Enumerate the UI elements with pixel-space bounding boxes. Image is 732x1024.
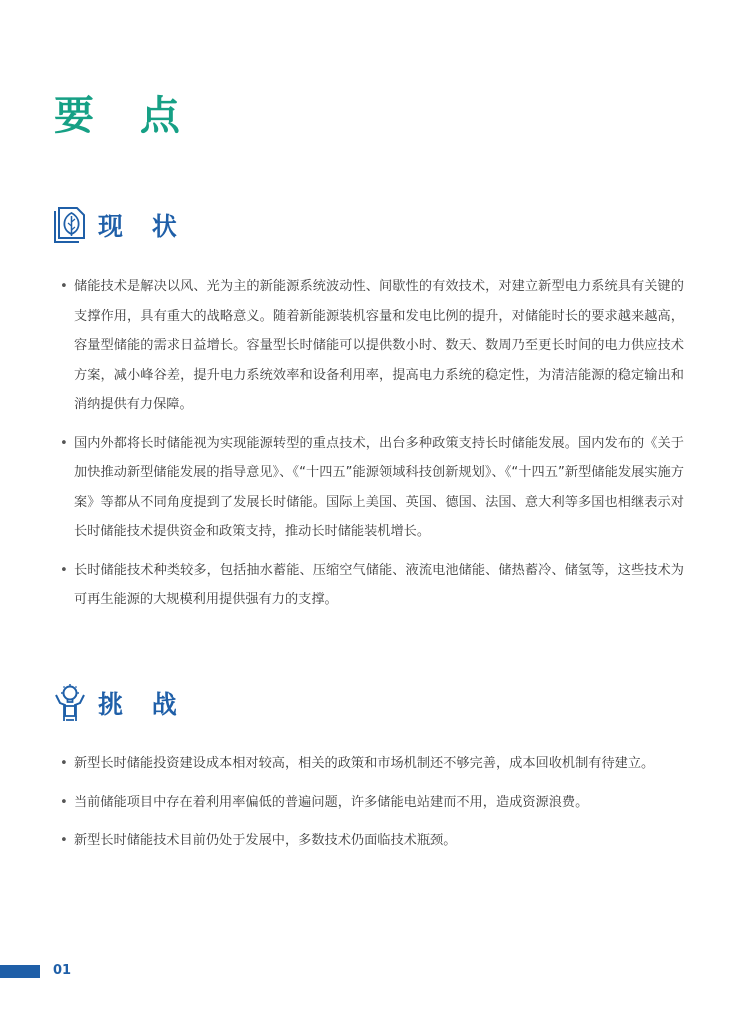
footer-accent-bar	[0, 965, 40, 978]
challenges-bullet-1: • 新型长时储能投资建设成本相对较高，相关的政策和市场机制还不够完善，成本回收机制有待建立。	[60, 749, 684, 779]
section-title-status: 现 状	[98, 212, 187, 241]
status-bullet-3: • 长时储能技术种类较多，包括抽水蓄能、压缩空气储能、液流电池储能、储热蓄冷、储氢等，这些技术为可再生能源的大规模利用提供强有力的支撑。	[60, 556, 684, 615]
status-bullet-list	[60, 272, 684, 615]
section-header-status	[52, 205, 187, 245]
status-bullet-1: • 储能技术是解决以风、光为主的新能源系统波动性、间歇性的有效技术，对建立新型电力系统具有关键的支撑作用，具有重大的战略意义。随着新能源装机容量和发电比例的提升，对储能时长的要求越来越高，容量型储能的需求日益增长。容量型长时储能可以提供数小时、数天、数周乃至更长时间的电力供应技术方案，减小峰谷差，提升电力系统效率和设备利用率，提高电力系统的稳定性，为清洁能源的稳定输出和消纳提供有力保障。	[60, 272, 684, 420]
status-bullet-2: • 国内外都将长时储能视为实现能源转型的重点技术，出台多种政策支持长时储能发展。国内发布的《关于加快推动新型储能发展的指导意见》、《“十四五”能源领域科技创新规划》、《“十四五”新型储能发展实施方案》等都从不同角度提到了发展长时储能。国际上美国、英国、德国、法国、意大利等多国也相继表示对长时储能技术提供资金和政策支持，推动长时储能装机增长。	[60, 429, 684, 547]
page-title: 要 点	[54, 93, 196, 139]
challenges-bullet-2: • 当前储能项目中存在着利用率偏低的普遍问题，许多储能电站建而不用，造成资源浪费。	[60, 788, 684, 818]
challenges-bullet-list	[60, 749, 684, 856]
leaf-document-icon	[52, 205, 88, 245]
page-number: 01	[53, 963, 72, 978]
section-title-challenges: 挑 战	[98, 690, 187, 719]
lightbulb-person-icon	[52, 683, 88, 723]
challenges-bullet-3: • 新型长时储能技术目前仍处于发展中，多数技术仍面临技术瓶颈。	[60, 826, 684, 856]
section-header-challenges	[52, 683, 187, 723]
